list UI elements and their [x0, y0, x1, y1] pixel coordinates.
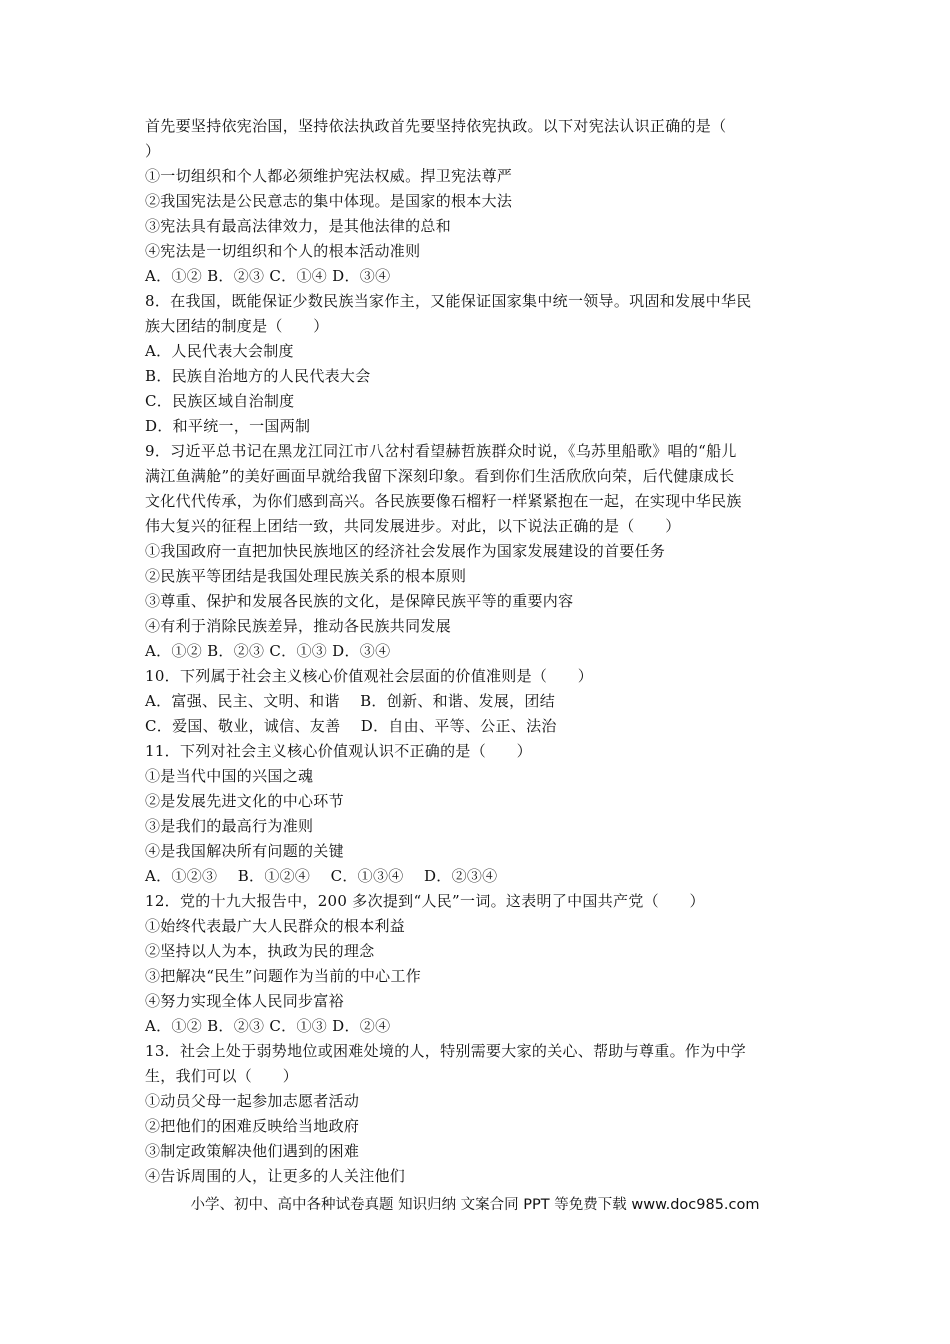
question-9-stem-line-1: 9．习近平总书记在黑龙江同江市八岔村看望赫哲族群众时说，《乌苏里船歌》唱的“船儿 [145, 442, 737, 460]
question-13-statement-4: ④告诉周围的人，让更多的人关注他们 [145, 1167, 406, 1185]
question-13-statement-3: ③制定政策解决他们遇到的困难 [145, 1142, 360, 1160]
question-9-statement-1: ①我国政府一直把加快民族地区的经济社会发展作为国家发展建设的首要任务 [145, 542, 666, 560]
question-13-stem-line-1: 13．社会上处于弱势地位或困难处境的人，特别需要大家的关心、帮助与尊重。作为中学 [145, 1042, 747, 1060]
question-9-stem-line-4: 伟大复兴的征程上团结一致，共同发展进步。对此，以下说法正确的是（ ） [145, 517, 681, 535]
question-8-option-c: C．民族区域自治制度 [145, 392, 295, 410]
question-7-stem-line-1: 首先要坚持依宪治国，坚持依法执政首先要坚持依宪执政。以下对宪法认识正确的是（ [145, 117, 727, 135]
question-11-statement-2: ②是发展先进文化的中心环节 [145, 792, 344, 810]
question-7-statement-4: ④宪法是一切组织和个人的根本活动准则 [145, 242, 421, 260]
question-13-statement-2: ②把他们的困难反映给当地政府 [145, 1117, 360, 1135]
question-7-stem-line-2: ） [145, 142, 161, 160]
question-12-statement-1: ①始终代表最广大人民群众的根本利益 [145, 917, 406, 935]
question-12-statement-3: ③把解决“民生”问题作为当前的中心工作 [145, 967, 422, 985]
question-13-stem-line-2: 生，我们可以（ ） [145, 1067, 299, 1085]
question-7-options: A．①② B．②③ C．①④ D．③④ [145, 267, 391, 285]
question-9-options: A．①② B．②③ C．①③ D．③④ [145, 642, 391, 660]
question-12-options: A．①② B．②③ C．①③ D．②④ [145, 1017, 391, 1035]
question-7-statement-3: ③宪法具有最高法律效力，是其他法律的总和 [145, 217, 452, 235]
question-12-stem: 12．党的十九大报告中，200 多次提到“人民”一词。这表明了中国共产党（ ） [145, 892, 705, 910]
question-12-statement-2: ②坚持以人为本，执政为民的理念 [145, 942, 375, 960]
question-11-statement-1: ①是当代中国的兴国之魂 [145, 767, 314, 785]
question-13-statement-1: ①动员父母一起参加志愿者活动 [145, 1092, 360, 1110]
page-footer-promo: 小学、初中、高中各种试卷真题 知识归纳 文案合同 PPT 等免费下载 www.doc985.com [190, 1197, 760, 1213]
question-7-statement-1: ①一切组织和个人都必须维护宪法权威。捍卫宪法尊严 [145, 167, 513, 185]
question-8-option-a: A．人民代表大会制度 [145, 342, 294, 360]
question-10-stem: 10．下列属于社会主义核心价值观社会层面的价值准则是（ ） [145, 667, 594, 685]
question-9-statement-4: ④有利于消除民族差异，推动各民族共同发展 [145, 617, 452, 635]
question-9-statement-3: ③尊重、保护和发展各民族的文化，是保障民族平等的重要内容 [145, 592, 574, 610]
question-11-statement-4: ④是我国解决所有问题的关键 [145, 842, 344, 860]
document-body [145, 114, 810, 1189]
question-10-options-cd: C．爱国、敬业，诚信、友善 D．自由、平等、公正、法治 [145, 717, 557, 735]
question-12-statement-4: ④努力实现全体人民同步富裕 [145, 992, 344, 1010]
question-9-stem-line-2: 满江鱼满舱”的美好画面早就给我留下深刻印象。看到你们生活欣欣向荣，后代健康成长 [145, 467, 735, 485]
question-11-options: A．①②③ B．①②④ C．①③④ D．②③④ [145, 867, 498, 885]
question-9-stem-line-3: 文化代代传承，为你们感到高兴。各民族要像石榴籽一样紧紧抱在一起，在实现中华民族 [145, 492, 742, 510]
question-10-options-ab: A．富强、民主、文明、和谐 B．创新、和谐、发展，团结 [145, 692, 556, 710]
question-9-statement-2: ②民族平等团结是我国处理民族关系的根本原则 [145, 567, 467, 585]
question-8-stem-line-1: 8．在我国，既能保证少数民族当家作主，又能保证国家集中统一领导。巩固和发展中华民 [145, 292, 752, 310]
question-11-statement-3: ③是我们的最高行为准则 [145, 817, 314, 835]
question-8-option-d: D．和平统一，一国两制 [145, 417, 311, 435]
question-8-stem-line-2: 族大团结的制度是（ ） [145, 317, 329, 335]
question-11-stem: 11．下列对社会主义核心价值观认识不正确的是（ ） [145, 742, 532, 760]
question-7-statement-2: ②我国宪法是公民意志的集中体现。是国家的根本大法 [145, 192, 513, 210]
question-8-option-b: B．民族自治地方的人民代表大会 [145, 367, 371, 385]
